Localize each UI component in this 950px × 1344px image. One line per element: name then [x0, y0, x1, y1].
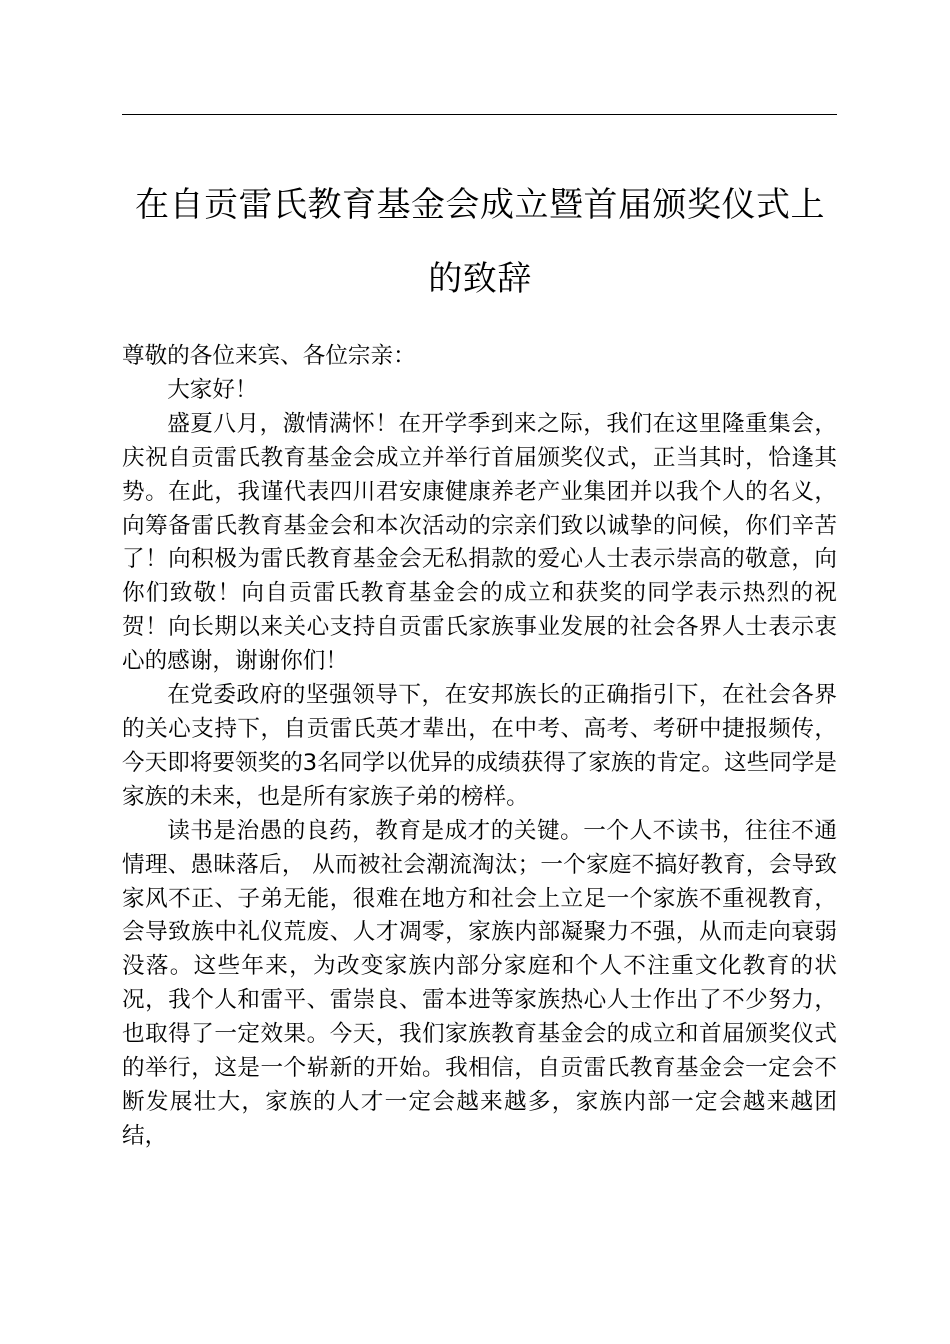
title-line-1: 在自贡雷氏教育基金会成立暨首届颁奖仪式上 [135, 185, 825, 225]
title-line-2: 的致辞 [428, 259, 532, 299]
paragraph: 读书是治愚的良药，教育是成才的关键。一个人不读书，往往不通情理、愚昧落后， 从而被社会潮流淘汰；一个家庭不搞好教育，会导致家风不正、子弟无能，很难在地方和社会上立足一个家族不重视教育，会导致族中礼仪荒废、人才凋零，家族内部凝聚力不强，从而走向衰弱没落。这些年来，为改变家族内部分家庭和个人不注重文化教育的状况，我个人和雷平、雷崇良、雷本进等家族热心人士作出了不少努力，也取得了一定效果。今天，我们家族教育基金会的成立和首届颁奖仪式的举行，这是一个崭新的开始。我相信，自贡雷氏教育基金会一定会不断发展壮大，家族的人才一定会越来越多，家族内部一定会越来越团结， [122, 817, 837, 1149]
greeting: 大家好！ [167, 376, 258, 403]
header-rule [122, 114, 837, 115]
document-body [122, 340, 837, 1154]
document-title [110, 168, 850, 316]
paragraph: 在党委政府的坚强领导下，在安邦族长的正确指引下，在社会各界的关心支持下，自贡雷氏英才辈出，在中考、高考、考研中捷报频传，今天即将要领奖的3名同学以优异的成绩获得了家族的肯定。这些同学是家族的未来，也是所有家族子弟的榜样。 [122, 682, 837, 810]
paragraph: 盛夏八月，激情满怀！在开学季到来之际，我们在这里隆重集会，庆祝自贡雷氏教育基金会成立并举行首届颁奖仪式，正当其时，恰逢其势。在此，我谨代表四川君安康健康养老产业集团并以我个人的名义，向筹备雷氏教育基金会和本次活动的宗亲们致以诚挚的问候，你们辛苦了！向积极为雷氏教育基金会无私捐款的爱心人士表示崇高的敬意，向你们致敬！向自贡雷氏教育基金会的成立和获奖的同学表示热烈的祝贺！向长期以来关心支持自贡雷氏家族事业发展的社会各界人士表示衷心的感谢，谢谢你们！ [122, 410, 837, 675]
salutation: 尊敬的各位来宾、各位宗亲： [122, 343, 416, 369]
